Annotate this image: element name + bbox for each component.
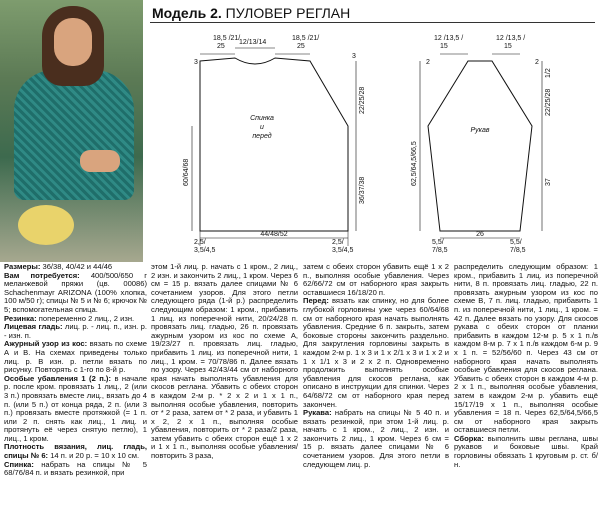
front-bottom-left-2: 3,5/4,5 (194, 247, 216, 254)
sleeve-bottom-right-2: 7/8,5 (510, 247, 526, 254)
col1-lead: Резинка: (4, 313, 37, 323)
sleeve-right-lower: 37 (545, 178, 552, 186)
sleeve-top-small-right: 2 (535, 59, 539, 66)
col1-body: 14 п. и 20 р. = 10 х 10 см. (48, 451, 140, 461)
front-top-mid: 12/13/14 (239, 39, 267, 46)
col3-lead: Перед: (303, 296, 329, 306)
front-label-1: Спинка (250, 115, 274, 122)
front-top-small-right: 3 (352, 53, 356, 60)
col1-lead: Размеры: (4, 262, 41, 271)
sleeve-bottom-right: 5,5/ (510, 239, 522, 246)
sleeve-top-right-2: 15 (504, 43, 512, 50)
sleeve-top-left: 12 /13,5 / (434, 35, 464, 42)
sleeve-right-upper: 22/25/28 (545, 88, 552, 116)
col1-lead: Лицевая гладь: (4, 322, 63, 332)
model-title: ПУЛОВЕР РЕГЛАН (225, 5, 351, 21)
sleeve-right-top-num: 1/2 (545, 68, 552, 78)
front-label-2: и (260, 124, 264, 131)
front-bottom-right-2: 3,5/4,5 (332, 247, 354, 254)
instructions-column-3 (303, 263, 449, 469)
sleeve-diagram (411, 35, 552, 254)
col3-paragraph: Перед: вязать как спинку, но для более глубокой горловины уже через 60/64/68 см от наборного края начать выполнять убавления. Средние 6 п. закрыть, затем боковые стороны закончить раздельно. Для закругления горловины закрыть в каждом 2-м р. 1 х 3 и 1 х 2/1 х 3 и 1 х 2 и 1 х 1/1 х 3 и 2 х 2 п. Одновременно продолжить выполнять особые убавления для скосов реглана, как описано в инструкции для спинки. Через 64/68/72 см от наборного края перед закончен. (303, 296, 449, 409)
front-top-left: 18,5 /21/ (213, 35, 241, 42)
title-divider (150, 22, 595, 23)
col1-lead: Вам потребуется: (4, 270, 80, 280)
sleeve-top-right: 12 /13,5 / (496, 35, 526, 42)
col1-lead: Спинка: (4, 459, 34, 469)
instructions-column-4 (454, 263, 598, 469)
front-top-right: 18,5 /21/ (292, 35, 320, 42)
sleeve-bottom-left-2: 7/8,5 (432, 247, 448, 254)
col1-body: 400/500/650 г меланжевой пряжи (цв. 00086) Schachenmayr ARIZONA (100% хлопка, 100 м/50 г); спицы № 5 и № 6; крючок № 5; вспомогательная спица. (4, 270, 147, 314)
col1-body: лиц. р. - лиц. п., изн. р. - изн. п. (4, 322, 147, 340)
face-shape (54, 18, 92, 66)
col1-lead: Особые убавления 1 (2 п.): (4, 373, 111, 383)
fruit-bowl-shape (18, 205, 74, 245)
instructions-column-2 (151, 263, 298, 461)
sweater-shape (14, 70, 134, 200)
col1-paragraph (4, 443, 147, 460)
col3-lead: Рукава: (303, 408, 332, 418)
front-right-lower: 36/37/38 (359, 176, 366, 204)
col1-body: 36/38, 40/42 и 44/46 (40, 262, 113, 271)
col1-lead: Ажурный узор из кос: (4, 339, 88, 349)
col4-paragraph: распределить следующим образом: 1 кром., прибавить 1 лиц. из поперечной нити, 8 п. провязать лиц. гладью, 22 п. провязать ажурным узором из кос по схеме В, 7 п. лиц. гладью, прибавить 1 п. из поперечной нити, 1 лиц., 1 кром. = 42 п. Далее вязать по узору. Для скосов рукава с обеих сторон от планки прибавить в каждом 12-м р. 5 х 1 п./в каждом 8-м р. 7 х 1 п./в каждом 6-м р. 9 х 1 п. = 52/56/60 п. Через 43 см от наборного края начать выполнять особые убавления для скосов реглана. Убавить с обеих сторон в каждом 4-м р. 2 х 1 п., выполняя особые убавления, затем в каждом 2-м р. убавить ещё 15/17/19 х 1 п., выполняя особые убавления = 18 п. Через 62,5/64,5/66,5 см от наборного края закрыть оставшиеся петли. (454, 262, 598, 435)
col1-body: набрать на спицы № 5 68/76/84 п. и вязать резинкой, при (4, 459, 147, 478)
col1-paragraph (4, 375, 147, 444)
front-bottom-left: 2,5/ (194, 239, 206, 246)
col2-text: этом 1-й лиц. р. начать с 1 кром., 2 лиц., 2 изн. и закончить 2 лиц., 1 кром. Через 6 см = 15 р. вязать далее спицами № 6 сочетанием узоров. Для этого петли следующего ряда (1-й р.) распределить следующим образом: 1 кром., прибавить 1 лиц. из поперечной нити, 20/24/28 п. провязать лиц. гладью, 26 п. провязать ажурным узором из кос по схеме А, 19/23/27 п. провязать лиц. гладью, прибавить 1 лиц. из поперечной нити, 1 лиц., 1 кром. = 70/78/86 п. Далее вязать по узору. Через 42/43/44 см от наборного края начать выполнять убавления для скосов реглана. Убавить с обеих сторон в каждом 2-м р. * 2 х 2 и 1 х 1 п., выполняя особые убавления, повторить от * 2 раза, затем от * 2 раза, и убавить 1 х 2, 2 х 1 п., выполняя особые убавления, повторить от * 2 раза/2 раза, затем убавить с обеих сторон ещё 1 х 2 и 1 х 1 п., выполняя особые убавления/повторить 3 раза, (151, 262, 298, 461)
page-title (152, 5, 350, 21)
col1-paragraph (4, 323, 147, 340)
front-top-small: 3 (194, 59, 198, 66)
front-top-right-2: 25 (297, 43, 305, 50)
front-bottom-width: 44/48/52 (260, 231, 288, 238)
col4-paragraph: Сборка: выполнить швы реглана, швы рукавов и боковые швы. Край горловины обвязать 1 круговым р. ст. б/н. (454, 433, 598, 469)
col1-lead: Плотность вязания, лиц. гладь, спицы № 6: (4, 442, 147, 461)
col1-body: вязать по схеме А и В. На схемах приведены только лиц. р. В изн. р. петли вязать по рисунку. Повторять с 1-го по 8-й р. (4, 339, 147, 375)
sleeve-bottom-left: 5,5/ (432, 239, 444, 246)
col4-lead: Сборка: (454, 433, 484, 443)
col1-paragraph (4, 272, 147, 315)
col3-paragraph: затем с обеих сторон убавить ещё 1 х 2 п., выполняя особые убавления. Через 62/66/72 см от наборного края закрыть оставшиеся 16/18/20 п. (303, 262, 449, 297)
instructions-column-1 (4, 263, 147, 478)
sleeve-top-small-left: 2 (426, 59, 430, 66)
front-top-left-2: 25 (217, 43, 225, 50)
front-right-upper: 22/25/28 (359, 86, 366, 114)
sleeve-left-height: 62,5/64,5/66,5 (411, 141, 418, 186)
col3-paragraph: Рукава: набрать на спицы № 5 40 п. и вязать резинкой, при этом 1-й лиц. р. начать с 1 кром., 2 лиц., 2 изн. и закончить 2 лиц., 1 кром. Через 6 см = 15 р. вязать далее спицами № 6 сочетанием узоров. Для этого петли в следующем лиц. р. (303, 408, 449, 469)
front-bottom-right: 2,5/ (332, 239, 344, 246)
front-left-height: 60/64/68 (183, 158, 190, 186)
col1-paragraph (4, 340, 147, 374)
col1-body: попеременно 2 лиц., 2 изн. (36, 313, 135, 323)
col1-body: в начале р. после кром. провязать 1 лиц., 2 (или 3 п.) провязать вместе лиц., вязать до 4 п. (или 5 п.) от конца ряда, 2 п. (или 3 п.) провязать вместе протяжкой (= 1 п. или 2 п. снять как лиц., 1 лиц. и протянуть её через снятую петлю), 1 лиц., 1 кром. (4, 373, 147, 443)
model-number: Модель 2. (152, 5, 222, 21)
hand-shape (80, 150, 120, 172)
front-back-diagram (183, 35, 366, 254)
front-label-3: перед (252, 133, 272, 140)
col1-paragraph (4, 461, 147, 478)
sleeve-top-left-2: 15 (440, 43, 448, 50)
pattern-diagrams (150, 26, 598, 258)
sleeve-bottom-width: 26 (476, 231, 484, 238)
sleeve-label: Рукав (470, 127, 490, 134)
model-photo (0, 0, 143, 262)
